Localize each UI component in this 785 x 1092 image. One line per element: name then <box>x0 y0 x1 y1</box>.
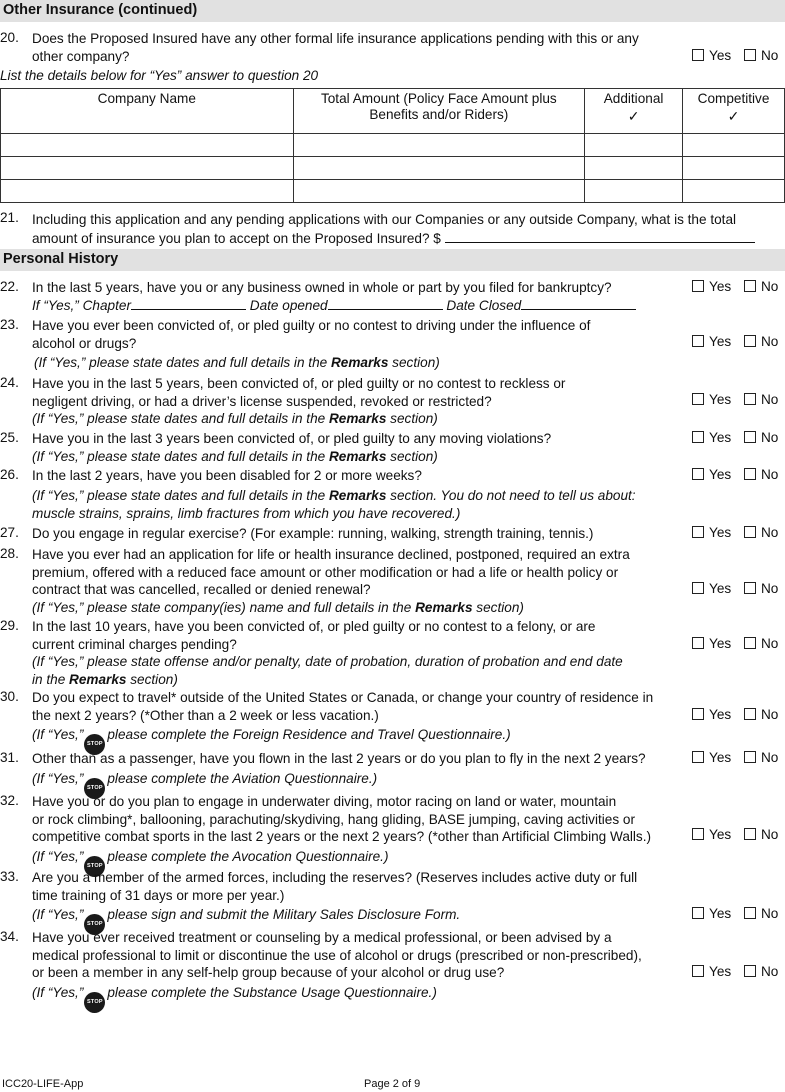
q25-answer <box>692 430 778 445</box>
question-line: or been a member in any self-help group because of your alcohol or drug use? <box>32 965 505 980</box>
question-note: (If “Yes,”STOPplease complete the Aviation Questionnaire.) <box>32 770 646 799</box>
header-additional: Additional ✓ <box>585 89 683 134</box>
q28-yes-checkbox[interactable] <box>692 582 704 594</box>
question-line: Other than as a passenger, have you flown in the last 2 years or do you plan to fly in the next 2 years? <box>32 751 646 766</box>
q34-answer <box>692 964 778 979</box>
q31-answer <box>692 750 778 765</box>
q20-no-checkbox[interactable] <box>744 49 756 61</box>
competitive-cell[interactable] <box>683 180 785 203</box>
stop-sign-icon: STOP <box>84 734 105 755</box>
q31-no-checkbox[interactable] <box>744 751 756 763</box>
company-name-cell[interactable] <box>1 180 294 203</box>
question-line: or rock climbing*, ballooning, parachuting/skydiving, hang gliding, BASE jumping, caving activities or <box>32 811 635 827</box>
question-text <box>32 546 630 616</box>
question-line: Have you ever been convicted of, or pled guilty or no contest to driving under the influence of <box>32 318 591 333</box>
question-text <box>32 375 565 428</box>
company-name-cell[interactable] <box>1 157 294 180</box>
no-label: No <box>760 581 779 596</box>
competitive-cell[interactable] <box>683 134 785 157</box>
yes-label: Yes <box>709 906 732 921</box>
yes-label: Yes <box>709 636 732 651</box>
no-label: No <box>760 964 779 979</box>
table-row <box>1 134 785 157</box>
question-number: 26. <box>0 467 19 482</box>
q22-no-checkbox[interactable] <box>744 280 756 292</box>
question-text: Do you engage in regular exercise? (For example: running, walking, strength training, tennis.) <box>32 526 594 541</box>
question-line: negligent driving, or had a driver’s license suspended, revoked or restricted? <box>32 393 492 409</box>
q33-answer <box>692 906 778 921</box>
section-title: Other Insurance (continued) <box>3 2 198 18</box>
question-line: In the last 10 years, have you been convicted of, or pled guilty or no contest to a felony, or are <box>32 619 596 634</box>
q20-answer <box>692 48 778 63</box>
question-line: If “Yes,” Chapter Date opened Date Closed <box>32 297 636 315</box>
question-text <box>32 869 637 935</box>
question-line: In the last 5 years, have you or any business owned in whole or part by you filed for bankruptcy? <box>32 280 612 295</box>
header-competitive: Competitive ✓ <box>683 89 785 134</box>
header-line: Total Amount (Policy Face Amount plus <box>320 91 557 106</box>
question-line: contract that was cancelled, recalled or denied renewal? <box>32 582 371 597</box>
header-line: Benefits and/or Riders) <box>369 107 509 122</box>
question-text <box>32 210 755 248</box>
question-number: 32. <box>0 793 19 808</box>
question-line: Have you ever received treatment or counseling by a medical professional, or been advised by a <box>32 930 612 945</box>
section-header-personal-history <box>0 249 785 271</box>
no-label: No <box>760 467 779 482</box>
question-text <box>32 279 636 314</box>
stop-sign-icon: STOP <box>84 856 105 877</box>
question-number: 33. <box>0 869 19 884</box>
chapter-field[interactable] <box>131 297 246 310</box>
q27-no-checkbox[interactable] <box>744 526 756 538</box>
yes-label: Yes <box>709 964 732 979</box>
question-number: 34. <box>0 929 19 944</box>
question-number: 25. <box>0 430 19 445</box>
question-note: muscle strains, sprains, limb fractures from which you have recovered.) <box>32 506 461 521</box>
question-text <box>32 793 651 877</box>
q20-yes-checkbox[interactable] <box>692 49 704 61</box>
question-number: 30. <box>0 689 19 704</box>
question-number: 20. <box>0 30 19 45</box>
total-insurance-amount-field[interactable] <box>445 230 755 243</box>
question-note: (If “Yes,” please state company(ies) name and full details in the Remarks section) <box>32 599 524 615</box>
q28-no-checkbox[interactable] <box>744 582 756 594</box>
q22-answer <box>692 279 778 294</box>
q32-yes-checkbox[interactable] <box>692 828 704 840</box>
yes-label: Yes <box>709 392 732 407</box>
question-line: alcohol or drugs? <box>32 335 137 351</box>
no-label: No <box>760 707 779 722</box>
table-row <box>1 180 785 203</box>
q32-no-checkbox[interactable] <box>744 828 756 840</box>
q23-no-checkbox[interactable] <box>744 335 756 347</box>
question-note: (If “Yes,” please state dates and full details in the Remarks section) <box>34 355 440 370</box>
question-line: Have you or do you plan to engage in underwater diving, motor racing on land or water, mountain <box>32 794 617 809</box>
no-label: No <box>760 334 779 349</box>
question-number: 22. <box>0 279 19 294</box>
q29-answer <box>692 636 778 651</box>
q31-yes-checkbox[interactable] <box>692 751 704 763</box>
question-number: 28. <box>0 546 19 561</box>
question-note: (If “Yes,” please state dates and full details in the Remarks section. You do not need to tell us about: <box>32 487 636 503</box>
yes-label: Yes <box>709 750 732 765</box>
no-label: No <box>760 906 779 921</box>
q28-answer <box>692 581 778 596</box>
question-number: 24. <box>0 375 19 390</box>
table-header-row <box>1 89 785 134</box>
q29-no-checkbox[interactable] <box>744 637 756 649</box>
total-amount-cell[interactable] <box>293 180 585 203</box>
company-name-cell[interactable] <box>1 134 294 157</box>
q34-yes-checkbox[interactable] <box>692 965 704 977</box>
yes-label: Yes <box>709 581 732 596</box>
yes-label: Yes <box>709 827 732 842</box>
question-text <box>32 30 639 65</box>
q26-yes-checkbox[interactable] <box>692 468 704 480</box>
question-note: (If “Yes,” please state dates and full details in the Remarks section) <box>32 448 438 464</box>
q26-answer <box>692 467 778 482</box>
no-label: No <box>760 430 779 445</box>
q25-yes-checkbox[interactable] <box>692 431 704 443</box>
page-number: Page 2 of 9 <box>364 1078 421 1090</box>
no-label: No <box>760 279 779 294</box>
yes-label: Yes <box>709 48 732 63</box>
q30-answer <box>692 707 778 722</box>
q30-yes-checkbox[interactable] <box>692 708 704 720</box>
question-text <box>32 689 653 755</box>
no-label: No <box>760 827 779 842</box>
question-note: (If “Yes,”STOPplease complete the Foreign Residence and Travel Questionnaire.) <box>32 726 653 755</box>
q23-yes-checkbox[interactable] <box>692 335 704 347</box>
question-note: (If “Yes,” please state dates and full details in the Remarks section) <box>32 411 438 426</box>
question-line: Are you a member of the armed forces, including the reserves? (Reserves includes active duty or full <box>32 870 638 885</box>
section-header-other-insurance <box>0 0 785 22</box>
date-opened-field[interactable] <box>328 297 443 310</box>
question-line: premium, offered with a reduced face amount or other modification or had a life or health policy or <box>32 564 619 580</box>
question-line: Do you expect to travel* outside of the United States or Canada, or change your country of residence in <box>32 690 654 705</box>
question-line: In the last 2 years, have you been disabled for 2 or more weeks? <box>32 468 422 483</box>
question-number: 29. <box>0 618 19 633</box>
q20-list-note: List the details below for “Yes” answer to question 20 <box>0 68 319 83</box>
yes-label: Yes <box>709 707 732 722</box>
header-company-name: Company Name <box>1 89 294 134</box>
table-row <box>1 157 785 180</box>
q33-yes-checkbox[interactable] <box>692 907 704 919</box>
q24-yes-checkbox[interactable] <box>692 393 704 405</box>
pending-applications-table <box>0 88 785 203</box>
question-note: (If “Yes,” please state offense and/or penalty, date of probation, duration of probation and end date <box>32 654 623 669</box>
question-line: current criminal charges pending? <box>32 636 237 652</box>
stop-sign-icon: STOP <box>84 992 105 1013</box>
total-amount-cell[interactable] <box>293 157 585 180</box>
no-label: No <box>760 750 779 765</box>
question-line: other company? <box>32 48 130 64</box>
q27-yes-checkbox[interactable] <box>692 526 704 538</box>
question-line: Have you in the last 3 years been convicted of, or pled guilty to any moving violations? <box>32 431 552 446</box>
additional-cell[interactable] <box>585 157 683 180</box>
question-note: (If “Yes,”STOPplease complete the Avocation Questionnaire.) <box>32 848 651 877</box>
question-text <box>32 750 646 799</box>
question-text <box>32 467 636 523</box>
yes-label: Yes <box>709 334 732 349</box>
q29-yes-checkbox[interactable] <box>692 637 704 649</box>
additional-cell[interactable] <box>585 134 683 157</box>
q30-no-checkbox[interactable] <box>744 708 756 720</box>
q26-no-checkbox[interactable] <box>744 468 756 480</box>
question-line: the next 2 years? (*Other than a 2 week or less vacation.) <box>32 707 379 723</box>
yes-label: Yes <box>709 430 732 445</box>
competitive-cell[interactable] <box>683 157 785 180</box>
q24-answer <box>692 392 778 407</box>
no-label: No <box>760 525 779 540</box>
question-number: 21. <box>0 210 19 225</box>
stop-sign-icon: STOP <box>84 914 105 935</box>
question-line: medical professional to limit or discontinue the use of alcohol or drugs (prescribed or non-prescribed), <box>32 947 642 963</box>
q32-answer <box>692 827 778 842</box>
no-label: No <box>760 392 779 407</box>
stop-sign-icon: STOP <box>84 778 105 799</box>
q22-yes-checkbox[interactable] <box>692 280 704 292</box>
yes-label: Yes <box>709 467 732 482</box>
total-amount-cell[interactable] <box>293 134 585 157</box>
question-line: competitive combat sports in the last 2 years or the next 2 years? (*other than Artificial Climbing Walls.) <box>32 829 652 844</box>
question-text <box>32 430 551 465</box>
question-line: Including this application and any pending applications with our Companies or any outside Company, what is the total <box>32 212 737 227</box>
question-number: 23. <box>0 317 19 332</box>
q24-no-checkbox[interactable] <box>744 393 756 405</box>
yes-label: Yes <box>709 525 732 540</box>
section-title: Personal History <box>3 251 119 267</box>
check-icon: ✓ <box>727 108 740 124</box>
form-id: ICC20-LIFE-App <box>2 1078 84 1090</box>
no-label: No <box>760 48 779 63</box>
question-line: Have you ever had an application for life or health insurance declined, postponed, required an extra <box>32 547 630 562</box>
q27-answer <box>692 525 778 540</box>
q33-no-checkbox[interactable] <box>744 907 756 919</box>
q34-no-checkbox[interactable] <box>744 965 756 977</box>
question-text <box>32 618 623 688</box>
question-line: time training of 31 days or more per year.) <box>32 887 285 903</box>
question-note: (If “Yes,”STOPplease sign and submit the Military Sales Disclosure Form. <box>32 906 637 935</box>
question-text <box>32 317 590 372</box>
additional-cell[interactable] <box>585 180 683 203</box>
date-closed-field[interactable] <box>521 297 636 310</box>
question-text <box>32 929 642 1013</box>
question-line: Does the Proposed Insured have any other formal life insurance applications pending with this or any <box>32 31 639 46</box>
question-number: 27. <box>0 525 19 540</box>
header-total-amount <box>293 89 585 134</box>
question-line: Have you in the last 5 years, been convicted of, or pled guilty or no contest to reckless or <box>32 376 566 391</box>
q23-answer <box>692 334 778 349</box>
yes-label: Yes <box>709 279 732 294</box>
q25-no-checkbox[interactable] <box>744 431 756 443</box>
question-line: amount of insurance you plan to accept on the Proposed Insured? $ <box>32 229 755 248</box>
check-icon: ✓ <box>627 108 640 124</box>
question-note: (If “Yes,”STOPplease complete the Substance Usage Questionnaire.) <box>32 984 642 1013</box>
no-label: No <box>760 636 779 651</box>
question-note: in the Remarks section) <box>32 671 178 687</box>
question-number: 31. <box>0 750 19 765</box>
